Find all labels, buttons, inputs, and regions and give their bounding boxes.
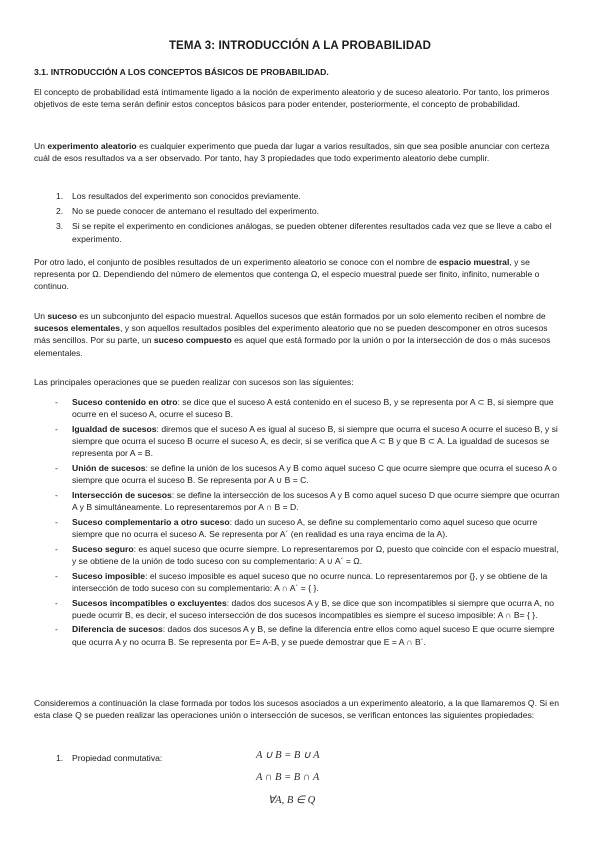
experimento-paragraph: Un experimento aleatorio es cualquier experimento que pueda dar lugar a varios resultados, sin que sea posible anunciar con certeza cuál de esos resultados va a ser observado. Por tanto, hay 3 propiedades que todo experimento aleatorio debe cumplir. — [34, 141, 550, 164]
list-item: - Suceso seguro: es aquel suceso que ocurre siempre. Lo representaremos por Ω, puesto que coincide con el espacio muestral, y se obtiene de la unión de todo suceso con su complementario: A ∪ A´ = Ω. — [55, 543, 559, 566]
term-sucesos-elementales: sucesos elementales — [34, 323, 120, 334]
term-experimento: experimento aleatorio — [47, 141, 137, 151]
list-item: - Igualdad de sucesos: diremos que el suceso A es igual al suceso B, si siempre que ocurra el suceso A ocurre el suceso B, y si siempre que ocurra el suceso B ocurre el suceso A, es decir, si se verifica que A ⊂ B y que B ⊂ A. La igualdad de sucesos se representa por A = B. — [55, 423, 558, 459]
formula-union: A ∪ B = B ∪ A — [256, 750, 320, 761]
formula-cuantificador: ∀A, B ∈ Q — [268, 795, 316, 806]
list-item: - Sucesos incompatibles o excluyentes: dados dos sucesos A y B, se dice que son incompatibles si siempre que ocurra A, no puede ocurrir B, es decir, el suceso intersección de dos sucesos incompatibles es siempre el suceso imposible: A ∩ B= { }. — [55, 597, 554, 620]
list-item: - Unión de sucesos: se define la unión de los sucesos A y B como aquel suceso C que ocurre siempre que ocurra el suceso A o siempre que ocurra el suceso B. Se representa por A ∪ B = C. — [55, 463, 557, 486]
list-item: 2. No se puede conocer de antemano el resultado del experimento. — [56, 206, 319, 217]
list-item: - Suceso complementario a otro suceso: dado un suceso A, se define su complementario como aquel suceso que ocurre siempre que no ocurra el suceso A. Se representa por A´ (en realidad es una raya encima de la A). — [55, 516, 538, 540]
list-item: - Diferencia de sucesos: dados dos sucesos A y B, se define la diferencia entre ellos como aquel suceso E que ocurre siempre que ocurra A y no ocurra B. Se representa por E= A-B, y se puede demostrar que E = A ∩ B´. — [55, 624, 555, 647]
clase-paragraph: Consideremos a continuación la clase formada por todos los sucesos asociados a un experimento aleatorio, a la que llamaremos Q. Si en esta clase Q se pueden realizar las operaciones unión o intersección de sucesos, se verifican entonces las siguientes propiedades: — [34, 698, 559, 721]
list-item: - Suceso imposible: el suceso imposible es aquel suceso que no ocurre nunca. Lo representaremos por {}, y se obtiene de la intersección de todo suceso con su complementario: A ∩ A´ = { }. — [55, 570, 548, 593]
page-title: TEMA 3: INTRODUCCIÓN A LA PROBABILIDAD — [168, 40, 432, 52]
section-heading: 3.1. INTRODUCCIÓN A LOS CONCEPTOS BÁSICOS DE PROBABILIDAD. — [34, 67, 329, 77]
list-item: - Intersección de sucesos: se define la intersección de los sucesos A y B como aquel suceso D que ocurre siempre que ocurran A y B simultáneamente. Lo representaremos por A ∩ B = D. — [55, 489, 560, 513]
list-item: 1. Los resultados del experimento son conocidos previamente. — [56, 191, 301, 201]
operaciones-list — [34, 396, 564, 650]
list-item: - Suceso contenido en otro: se dice que el suceso A está contenido en el suceso B, y se representa por A ⊂ B, si siempre que ocurre en el suceso A, ocurre el suceso B. — [55, 397, 554, 420]
formula-interseccion: A ∩ B = B ∩ A — [256, 772, 320, 783]
term-suceso-compuesto: suceso compuesto — [153, 335, 232, 346]
suceso-paragraph: Un suceso es un subconjunto del espacio muestral. Aquellos sucesos que están formados por un solo elemento reciben el nombre de sucesos elementales, y son aquellos resultados posibles del experimento aleatorio que no se pueden descomponer en otros sucesos más sencillos. Por su parte, un suceso compuesto es aquel que está formado por la unión o por la intersección de dos o más sucesos elementales. — [34, 311, 551, 358]
espacio-paragraph: Por otro lado, el conjunto de posibles resultados de un experimento aleatorio se conoce con el nombre de espacio muestral, y se representa por Ω. Dependiendo del número de elementos que contenga Ω, el especio muestral puede ser finito, infinito, numerable o continuo. — [34, 257, 540, 292]
term-suceso: suceso — [47, 311, 77, 321]
list-item: 3. Si se repite el experimento en condiciones análogas, se pueden obtener diferentes resultados cada vez que se lleve a cabo el experimento. — [56, 221, 552, 244]
intro-paragraph: El concepto de probabilidad está íntimamente ligado a la noción de experimento aleatorio y de suceso aleatorio. Por tanto, los primeros objetivos de este tema serán definir estos conceptos básicos para poder entender, posteriormente, el concepto de probabilidad. — [34, 87, 550, 110]
term-espacio-muestral: espacio muestral — [439, 257, 510, 267]
document-page: TEMA 3: INTRODUCCIÓN A LA PROBABILIDAD 3.1. INTRODUCCIÓN A LOS CONCEPTOS BÁSICOS DE PROBABILIDAD. El concepto de probabilidad está íntimamente ligado a la noción de experimento aleatorio y de suceso aleatorio. Por tanto, los primeros objetivos de este tema serán definir estos conceptos básicos para poder entender, posteriormente, el concepto de probabilidad. Un experimento aleatorio es cualquier experimento que pueda dar lugar a varios resultados, sin que sea posible anunciar con certeza cuál de esos resultados va a ser observado. Por tanto, hay 3 propiedades que todo experimento aleatorio debe cumplir. 1. Los resultados del experimento son conocidos previamente. 2. No se puede conocer de antemano el resultado del experimento. 3. Si se repite el experimento en condiciones análogas, se pueden obtener diferentes resultados cada vez que se lleve a cabo el experimento. Por otro lado, el conjunto de posibles resultados de un experimento aleatorio se conoce con el nombre de espacio muestral, y se representa por Ω. Dependiendo del número de elementos que contenga Ω, el especio muestral puede ser finito, infinito, numerable o continuo. Un suceso es un subconjunto del espacio muestral. Aquellos sucesos que están formados por un solo elemento reciben el nombre de sucesos elementales, y son aquellos resultados posibles del experimento aleatorio que no se pueden descomponer en otros sucesos más sencillos. Por su parte, un suceso compuesto es aquel que está formado por la unión o por la intersección de dos o más sucesos elementales. Las principales operaciones que se pueden realizar con sucesos son las siguientes: - Suceso contenido en otro: se dice que el suceso A está contenido en el suceso B, y se representa por A ⊂ B, si siempre que ocurre en el suceso A, ocurre el suceso B. - Igualdad de sucesos: diremos que el suceso A es igual al suceso B, si siempre que ocurra el suceso A ocurre el suceso B, y si siempre que ocurra el suceso B ocurre el suceso A, es decir, si se verifica que A ⊂ B y que B ⊂ A. La igualdad de sucesos se representa por A = B. - Unión de sucesos: se define la unión de los sucesos A y B como aquel suceso C que ocurre siempre que ocurra el suceso A o siempre que ocurra el suceso B. Se representa por A ∪ B = C. - Intersección de sucesos: se define la intersección de los sucesos A y B como aquel suceso D que ocurre siempre que ocurran A y B simultáneamente. Lo representaremos por A ∩ B = D. - Suceso complementario a otro suceso: dado un suceso A, se define su complementario como aquel suceso que ocurre siempre que no ocurra el suceso A. Se representa por A´ (en realidad es una raya encima de la A). - Suceso seguro: es aquel suceso que ocurre siempre. Lo representaremos por Ω, puesto que coincide con el espacio muestral, y se obtiene de la unión de todo suceso con su complementario: A ∪ A´ = Ω. - Suceso imposible: el suceso imposible es aquel suceso que no ocurre nunca. Lo representaremos por {}, y se obtiene de la intersección de todo suceso con su complementario: A ∩ A´ = { }. - Sucesos incompatibles o excluyentes: dados dos sucesos A y B, se dice que son incompatibles si siempre que ocurra A, no puede ocurrir B, es decir, el suceso intersección de dos sucesos incompatibles es siempre el suceso imposible: A ∩ B= { }. - Diferencia de sucesos: dados dos sucesos A y B, se define la diferencia entre ellos como aquel suceso E que ocurre siempre que ocurra A y no ocurra B. Se representa por E= A-B, y se puede demostrar que E = A ∩ B´. Consideremos a continuación la clase formada por todos los sucesos asociados a un experimento aleatorio, a la que llamaremos Q. Si en esta clase Q se pueden realizar las operaciones unión o intersección de sucesos, se verifican entonces las siguientes propiedades: 1. Propiedad conmutativa: A ∪ B = B ∪ A A ∩ B = B ∩ A ∀A, B ∈ Q — [0, 0, 600, 848]
propiedades-list — [34, 190, 564, 245]
operaciones-intro: Las principales operaciones que se pueden realizar con sucesos son las siguientes: — [34, 377, 354, 387]
